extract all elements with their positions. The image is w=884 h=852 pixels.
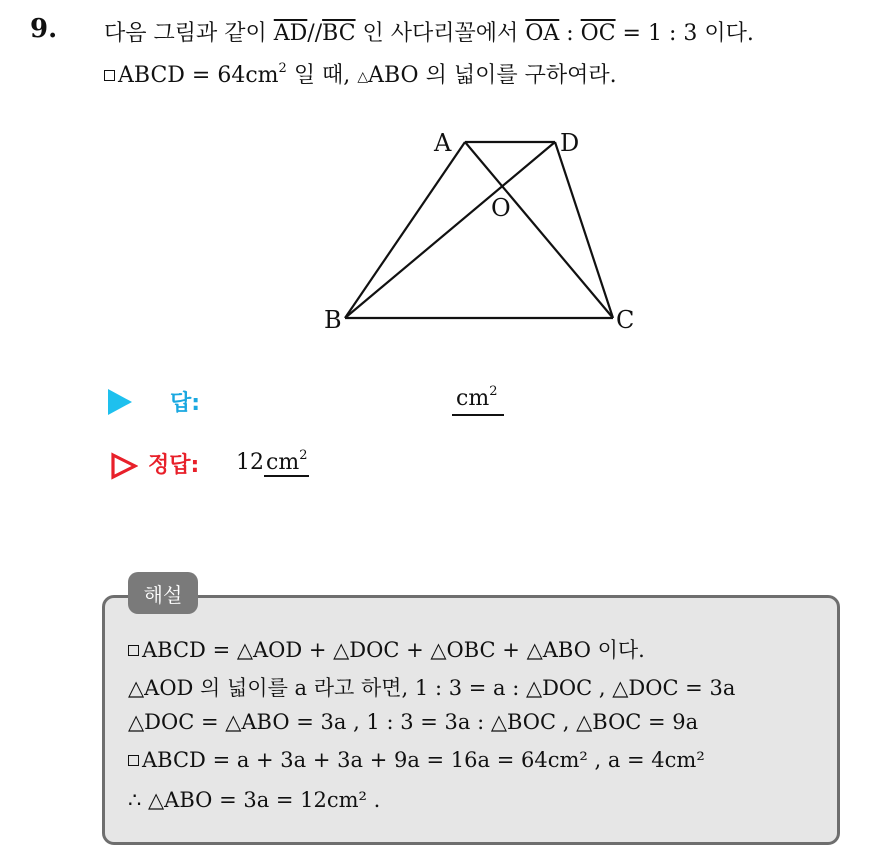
correct-answer-label: 정답: <box>148 453 200 478</box>
segment-bc: $\overline{BC}$ <box>322 21 356 46</box>
triangle-name: ABO <box>368 63 419 88</box>
diagonal-bd <box>345 142 555 318</box>
ratio-colon: : <box>566 21 574 46</box>
segment-oc: $\overline{OC}$ <box>580 21 616 46</box>
solution-line-1: ABCD = △AOD + △DOC + △OBC + △ABO 이다. <box>128 634 645 664</box>
solution-line-4: ABCD = a + 3a + 3a + 9a = 16a = 64cm² , a = 4cm² <box>128 748 705 772</box>
quadrilateral-symbol-icon <box>104 70 115 81</box>
trapezoid-figure <box>300 110 660 350</box>
ratio-text: = 1 : 3 이다. <box>622 21 754 46</box>
triangle-symbol-icon: △ <box>357 69 369 85</box>
question-condition: 일 때, <box>293 63 351 88</box>
quadrilateral-symbol-icon <box>128 755 139 766</box>
diagonal-ac <box>465 142 613 318</box>
question-text-prefix: 다음 그림과 같이 <box>104 21 267 46</box>
vertex-label-a: A <box>434 129 452 157</box>
answer-unit: $cm^2$ <box>456 383 498 411</box>
answer-label: 답: <box>170 391 201 416</box>
answer-row <box>108 383 628 420</box>
correct-answer-value: 12 <box>236 450 264 475</box>
vertex-label-d: D <box>560 129 580 157</box>
edge-ab <box>345 142 465 318</box>
point-label-o: O <box>491 194 511 222</box>
edge-dc <box>555 142 613 318</box>
area-exponent: 2 <box>278 60 287 76</box>
solution-line-3: △DOC = △ABO = 3a , 1 : 3 = 3a : △BOC , △BOC = 9a <box>128 710 699 734</box>
question-line-2 <box>104 58 617 89</box>
parallel-symbol: // <box>307 21 323 46</box>
segment-ad: $\overline{AD}$ <box>273 21 308 46</box>
solution-line-5: ∴ △ABO = 3a = 12cm² . <box>128 788 381 812</box>
question-number: 9. <box>30 14 58 44</box>
play-triangle-icon <box>108 389 132 415</box>
solution-line-2: △AOD 의 넓이를 a 라고 하면, 1 : 3 = a : △DOC , △DOC = 3a <box>128 676 736 700</box>
question-line-1 <box>104 16 754 47</box>
correct-answer-unit: $cm^2$ <box>266 447 308 475</box>
vertex-label-b: B <box>324 306 342 334</box>
question-text-mid: 인 사다리꼴에서 <box>362 21 519 46</box>
question-ask: 의 넓이를 구하여라. <box>425 63 617 88</box>
outline-triangle-icon <box>110 452 138 480</box>
segment-oa: $\overline{OA}$ <box>525 21 560 46</box>
solution-tag: 해설 <box>128 572 198 614</box>
quadrilateral-symbol-icon <box>128 645 139 656</box>
vertex-label-c: C <box>616 306 635 334</box>
area-statement: ABCD = 64cm <box>118 63 279 88</box>
correct-answer-row <box>108 448 628 482</box>
